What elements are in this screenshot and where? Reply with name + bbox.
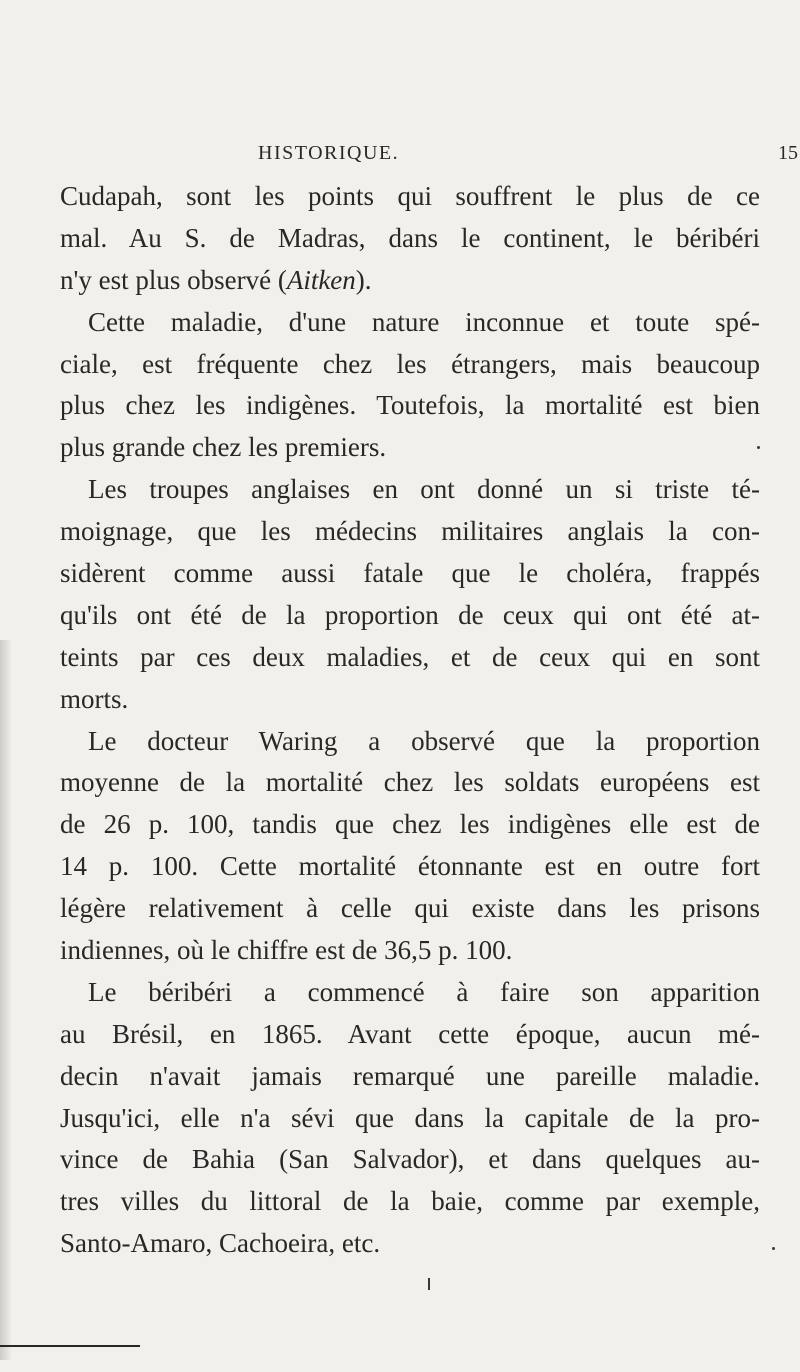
text-line: moignage, que les médecins militaires anglais la con- <box>60 516 760 547</box>
text-line: moyenne de la mortalité chez les soldats européens est <box>60 767 760 798</box>
text-line-start: n'y est plus observé (Aitken). <box>60 264 372 295</box>
text-line: de 26 p. 100, tandis que chez les indigènes elle est de <box>60 809 760 840</box>
text-line: 14 p. 100. Cette mortalité étonnante est en outre fort <box>60 851 760 882</box>
text-line: Les troupes anglaises en ont donné un si triste té- <box>88 474 760 505</box>
text-line: tres villes du littoral de la baie, comme par exemple, <box>60 1186 760 1217</box>
text-line: Le béribéri a commencé à faire son apparition <box>88 976 760 1007</box>
text-line: decin n'avait jamais remarqué une pareille maladie. <box>60 1060 760 1091</box>
text-line: vince de Bahia (San Salvador), et dans quelques au- <box>60 1144 760 1175</box>
text-line: légère relativement à celle qui existe dans les prisons <box>60 893 760 924</box>
text-line: teints par ces deux maladies, et de ceux qui en sont <box>60 641 760 672</box>
binding-shadow <box>0 640 12 1360</box>
text-line: Cette maladie, d'une nature inconnue et toute spé- <box>88 306 760 337</box>
text-line: indiennes, où le chiffre est de 36,5 p. 100. <box>60 935 513 966</box>
text-line: Jusqu'ici, elle n'a sévi que dans la capitale de la pro- <box>60 1102 760 1133</box>
cited-author: Aitken <box>286 264 356 295</box>
text-line: mal. Au S. de Madras, dans le continent, le béribéri <box>60 222 760 253</box>
text-line <box>60 260 760 302</box>
text-line: au Brésil, en 1865. Avant cette époque, aucun mé- <box>60 1018 760 1049</box>
page-number: 15 <box>778 142 798 164</box>
text-line: plus chez les indigènes. Toutefois, la mortalité est bien <box>60 390 760 421</box>
text-line: morts. <box>60 683 129 714</box>
running-head: HISTORIQUE. <box>258 142 400 164</box>
body-text <box>60 176 760 1265</box>
text-line: plus grande chez les premiers. <box>60 432 387 463</box>
text-line: sidèrent comme aussi fatale que le choléra, frappés <box>60 558 760 589</box>
page-edge-line <box>0 1345 140 1347</box>
text-line: Cudapah, sont les points qui souffrent le plus de ce <box>60 181 760 211</box>
text-line: Santo-Amaro, Cachoeira, etc. <box>60 1228 381 1259</box>
margin-speck <box>772 1247 775 1250</box>
text-line: ciale, est fréquente chez les étrangers, mais beaucoup <box>60 348 760 379</box>
text-line: Le docteur Waring a observé que la proportion <box>88 725 760 756</box>
text-line: qu'ils ont été de la proportion de ceux qui ont été at- <box>60 599 760 630</box>
margin-speck <box>428 1278 430 1290</box>
margin-speck <box>757 446 760 449</box>
